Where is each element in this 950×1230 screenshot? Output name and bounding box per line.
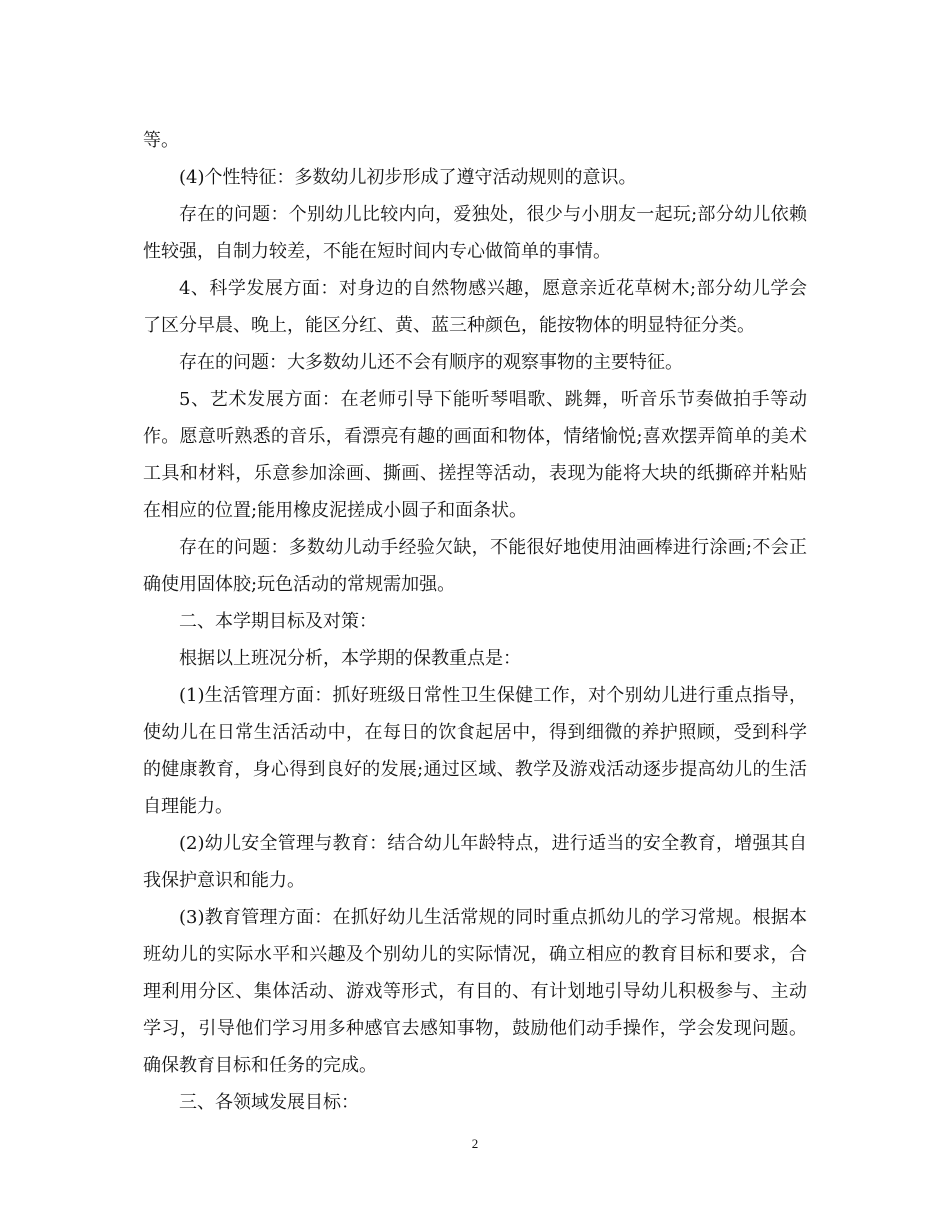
paragraph-5: 存在的问题：大多数幼儿还不会有顺序的观察事物的主要特征。: [179, 352, 683, 373]
paragraph-7: 存在的问题：多数幼儿动手经验欠缺，不能很好地使用油画棒进行涂画;不会正确使用固体胶;玩色活动的常规需加强。: [143, 537, 807, 595]
document-body: [143, 122, 807, 1121]
paragraph-3: 存在的问题：个别幼儿比较内向，爱独处，很少与小朋友一起玩;部分幼儿依赖性较强，自制力较差，不能在短时间内专心做简单的事情。: [143, 204, 807, 262]
paragraph-4: 4、科学发展方面：对身边的自然物感兴趣，愿意亲近花草树木;部分幼儿学会了区分早晨、晚上，能区分红、黄、蓝三种颜色，能按物体的明显特征分类。: [143, 278, 807, 336]
section-heading-2: 二、本学期目标及对策：: [179, 611, 377, 632]
paragraph-11: (2)幼儿安全管理与教育：结合幼儿年龄特点，进行适当的安全教育，增强其自我保护意识和能力。: [143, 833, 807, 891]
paragraph-9: 根据以上班况分析，本学期的保教重点是：: [179, 648, 521, 669]
paragraph-10: (1)生活管理方面：抓好班级日常性卫生保健工作，对个别幼儿进行重点指导，使幼儿在日常生活活动中，在每日的饮食起居中，得到细微的养护照顾，受到科学的健康教育，身心得到良好的发展;通过区域、教学及游戏活动逐步提高幼儿的生活自理能力。: [143, 685, 807, 817]
page-number: 2: [471, 1136, 479, 1151]
paragraph-12: (3)教育管理方面：在抓好幼儿生活常规的同时重点抓幼儿的学习常规。根据本班幼儿的实际水平和兴趣及个别幼儿的实际情况，确立相应的教育目标和要求，合理利用分区、集体活动、游戏等形式，有目的、有计划地引导幼儿积极参与、主动学习，引导他们学习用多种感官去感知事物，鼓励他们动手操作，学会发现问题。确保教育目标和任务的完成。: [143, 907, 807, 1076]
paragraph-6: 5、艺术发展方面：在老师引导下能听琴唱歌、跳舞，听音乐节奏做拍手等动作。愿意听熟悉的音乐，看漂亮有趣的画面和物体，情绪愉悦;喜欢摆弄简单的美术工具和材料，乐意参加涂画、撕画、搓捏等活动，表现为能将大块的纸撕碎并粘贴在相应的位置;能用橡皮泥搓成小圆子和面条状。: [143, 389, 807, 521]
paragraph-2: (4)个性特征：多数幼儿初步形成了遵守活动规则的意识。: [179, 167, 637, 188]
section-heading-3: 三、各领域发展目标：: [179, 1092, 359, 1113]
paragraph-1: 等。: [143, 130, 179, 151]
